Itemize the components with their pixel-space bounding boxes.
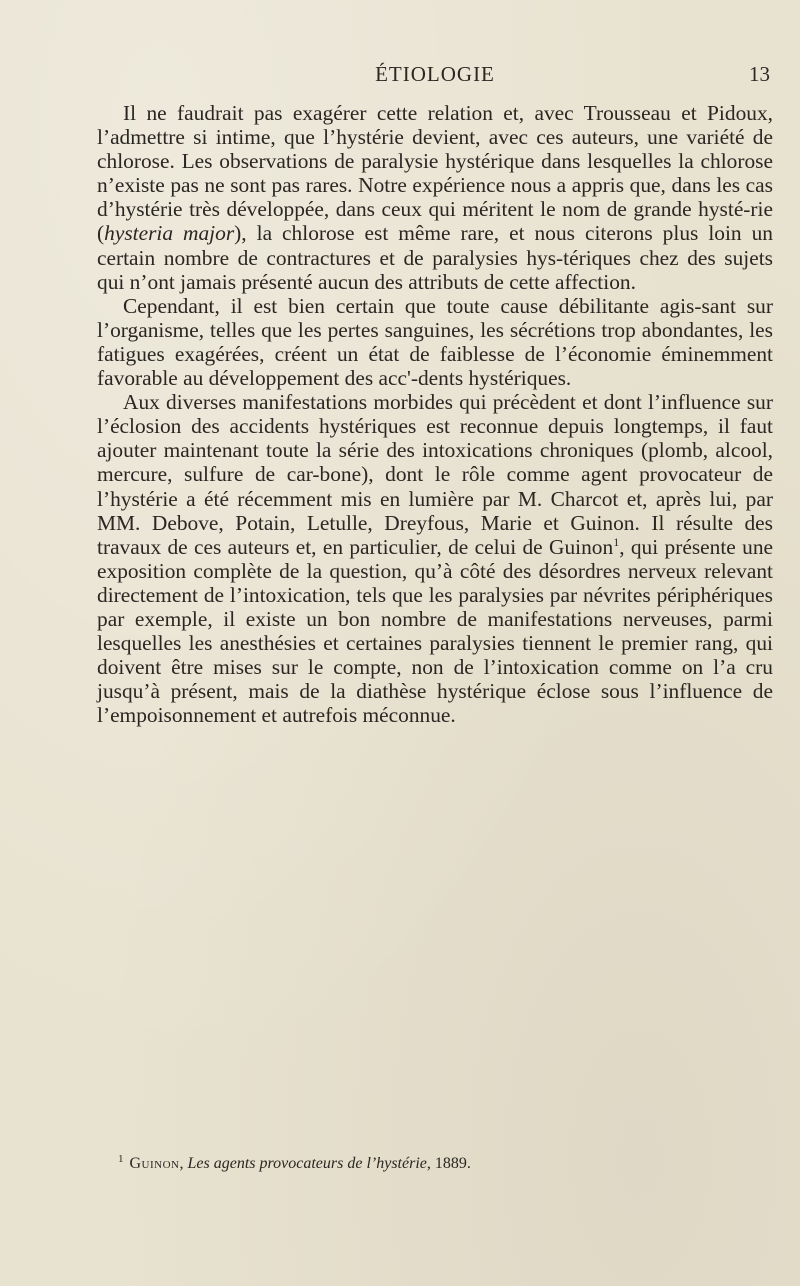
paragraph-2: Cependant, il est bien certain que toute cause débilitante agis-sant sur l’organisme, telles que les pertes sanguines, les sécrétions trop abondantes, les fatigues exagérées, créent un état de faiblesse de l’économie éminemment favorable au développement des acc'-dents hystériques. — [97, 293, 773, 391]
footnote-author: Guinon — [129, 1155, 180, 1172]
paragraph-1-text-a: Il ne faudrait pas exagérer cette relation et, avec Trousseau et Pidoux, l’admettre si intime, que l’hystérie devient, avec ces auteurs, une variété de chlorose. Les observations de paralysie hystérique dans lesquelles la chlorose n’existe pas ne sont pas rares. Notre expérience nous a appris que, dans les cas d’hystérie très développée, dans ceux qui méritent le nom de grande hysté-rie ( — [97, 101, 773, 246]
footnote-title: Les agents provocateurs de l’hystérie — [187, 1155, 427, 1172]
running-head — [100, 62, 770, 90]
paragraph-1-text-b: ), la chlorose est même rare, et nous citerons plus loin un certain nombre de contractures et de paralysies hys-tériques chez des sujets qui n’ont jamais présenté aucun des attributs de cette affection. — [97, 221, 773, 294]
paragraph-3 — [97, 390, 773, 727]
footnote-mark: 1 — [118, 1152, 124, 1165]
page-number: 13 — [749, 62, 770, 86]
body-text — [97, 101, 773, 727]
footnote-year: 1889. — [434, 1155, 471, 1172]
paragraph-1-italic: hysteria major — [104, 221, 235, 246]
footnote: $^1$ Guinon, Les agents provocateurs de l’hystérie, 1889. — [118, 1152, 471, 1172]
paragraph-3-text-b: , qui présente une exposition complète de la question, qu’à côté des désordres nerveux relevant directement de l’intoxication, tels que les paralysies par névrites périphériques par exemple, il existe un bon nombre de manifestations nerveuses, parmi lesquelles les anesthésies et certaines paralysies tiennent le premier rang, qui doivent être mises sur le compte, non de l’intoxication comme on l’a cru jusqu’à présent, mais de la diathèse hystérique éclose sous l’influence de l’empoisonnement et autrefois méconnue. — [97, 534, 774, 728]
footnote-reference: 1 — [613, 534, 620, 549]
paragraph-1 — [97, 101, 773, 294]
paragraph-3-text-a: Aux diverses manifestations morbides qui précèdent et dont l’influence sur l’éclosion des accidents hystériques est reconnue depuis longtemps, il faut ajouter maintenant toute la série des intoxications chroniques (plomb, alcool, mercure, sulfure de car-bone), dont le rôle comme agent provocateur de l’hystérie a été récemment mis en lumière par M. Charcot et, après lui, par MM. Debove, Potain, Letulle, Dreyfous, Marie et Guinon. Il résulte des travaux de ces auteurs et, en particulier, de celui de Guinon — [97, 390, 773, 559]
running-title: ÉTIOLOGIE — [375, 62, 495, 86]
